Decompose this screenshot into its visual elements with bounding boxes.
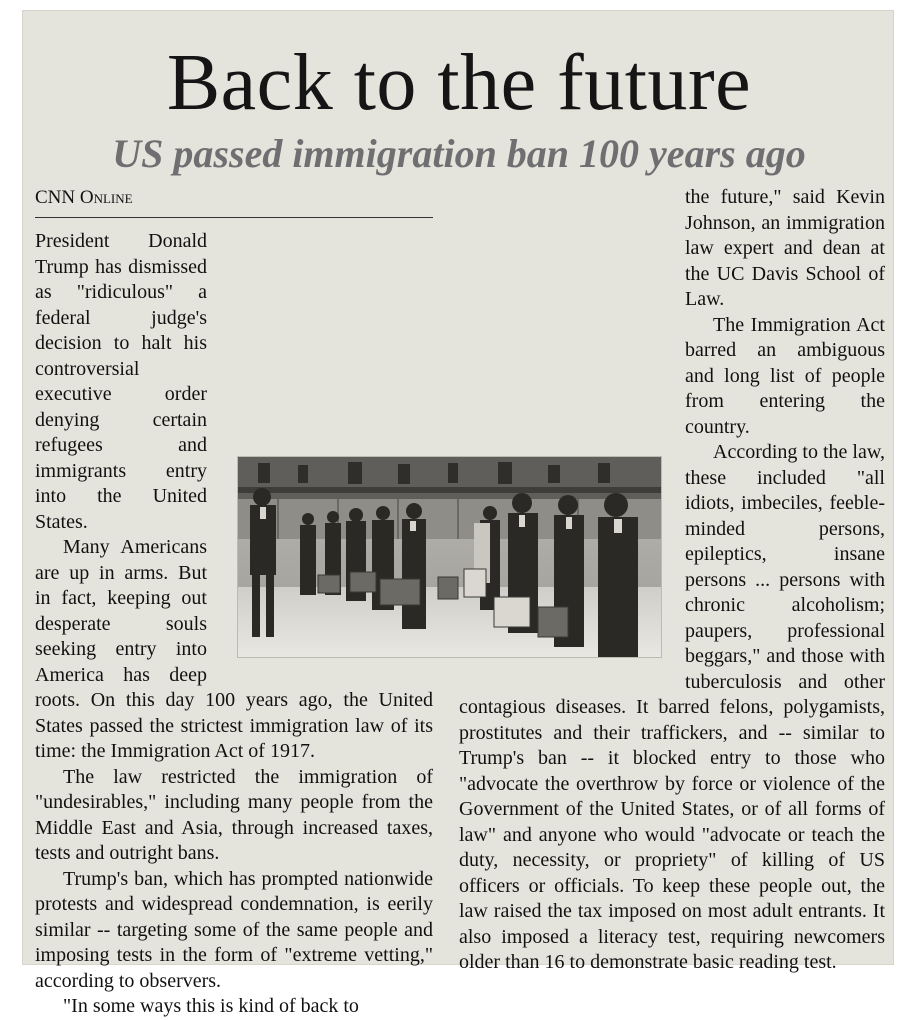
subheadline: US passed immigration ban 100 years ago [112,131,806,176]
paragraph: President Donald Trump has dismissed as "ridiculous" a federal judge's decision to halt his controversial executive order denying certain refugees and immigrants entry into the United States. [35,230,207,533]
paragraph: Many Americans are up in arms. But in fact, keeping out desperate souls seeking entry into America has deep roots. On this day 100 years ago, the United States passed the strictest immigration law of its time: the Immigration Act of 1917. [35,536,433,762]
historical-photo-immigrants-icon [238,457,661,657]
paragraph: Trump's ban, which has prompted nationwide protests and widespread condemnation, is eerily similar -- targeting some of the same people and imposing tests in the form of "extreme vetting," according to observers. [35,867,433,992]
paragraph: the future," said Kevin Johnson, an immigration law expert and dean at the UC Davis School of Law. [685,186,885,310]
paragraph: "In some ways this is kind of back to [63,995,359,1017]
paragraph: According to the law, these included "all idiots, imbeciles, feeble-minded persons, epileptics, insane persons ... persons with chronic alcoholism; paupers, professional beggars," and those with tuberculosis and other contagious diseases. It barred felons, polygamists, prostitutes and their traffickers, and -- similar to Trump's ban -- it blocked entry to those who "advocate the overthrow by force or violence of the Government of the United States, or of all forms of law" and anyone who would "advocate or teach the duty, necessity, or propriety" of killing of US officers or officials. To keep these people out, the law raised the tax imposed on most adult entrants. It also imposed a literacy test, requiring newcomers older than 16 to demonstrate basic reading test. [459,441,885,973]
newspaper-page [22,10,894,1017]
paragraph: The law restricted the immigration of "undesirables," including many people from the Middle East and Asia, through increased taxes, tests and outright bans. [35,765,433,864]
paragraph: The Immigration Act barred an ambiguous and long list of people from entering the country. [685,313,885,438]
byline: CNN Online [35,187,433,218]
historical-photo [237,456,662,658]
headline: Back to the future [166,39,752,127]
